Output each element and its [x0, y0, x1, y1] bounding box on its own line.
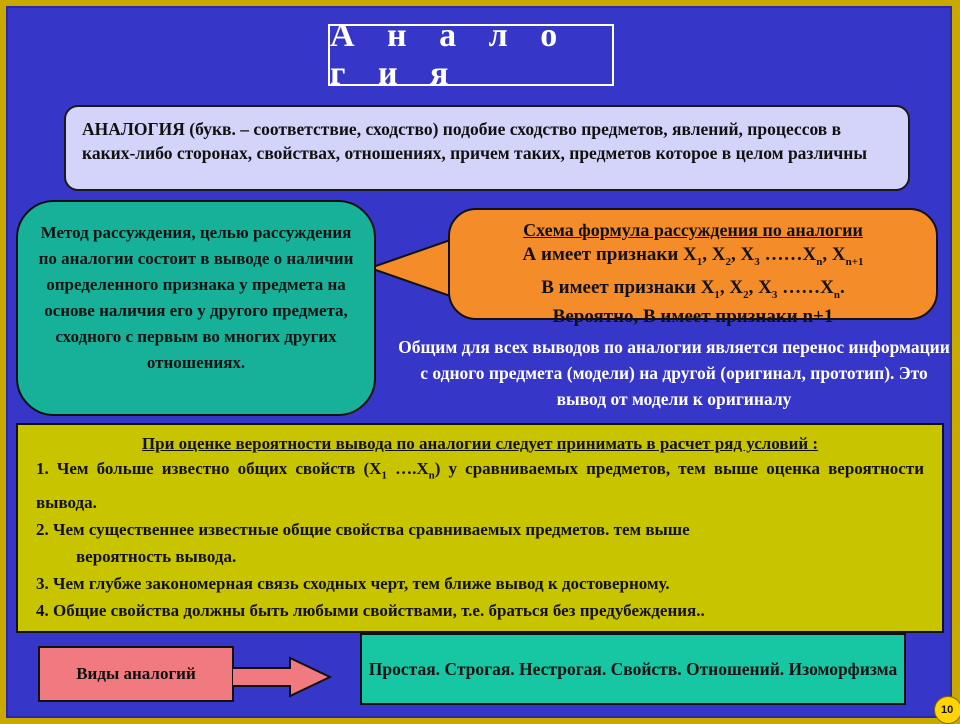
page-number-badge[interactable]: 10 [934, 696, 960, 724]
scheme-line-b: В имеет признаки $Х_1$, $Х_2$, $Х_3$ $\dots\dots Х_n$. [541, 276, 845, 301]
scheme-line-a: А имеет признаки $Х_1$, $Х_2$, $Х_3$ $\dots\dots Х_n$, $Х_{n+1}$ [522, 244, 864, 268]
condition-item-3: 3. Чем глубже закономерная связь сходных черт, тем ближе вывод к достоверному. [36, 574, 670, 594]
right-arrow-icon [232, 656, 332, 698]
definition-box: АНАЛОГИЯ (букв. – соответствие, сходство) подобие сходство предметов, явлений, процессов в каких-либо сторонах, свойствах, отношениях, причем таких, предметов которое в целом различны [64, 105, 910, 191]
condition-item-4: 4. Общие свойства должны быть любыми свойствами, т.е. браться без предубеждения.. [36, 601, 705, 621]
types-label: Виды аналогий [38, 646, 234, 702]
scheme-box [448, 208, 938, 327]
condition-item-1: 1. Чем больше известно общих свойств ($Х_1$ $\dots.Х_n$) у сравниваемых предметов, тем выше оценка вероятности вывода. [36, 459, 924, 513]
page-title: А н а л о г и я [328, 24, 614, 86]
scheme-conclusion: Вероятно, В имеет признаки n+1 [552, 305, 834, 327]
scheme-title: Схема формула рассуждения по аналогии [523, 220, 863, 240]
types-box: Простая. Строгая. Нестрогая. Свойств. Отношений. Изоморфизма [360, 633, 906, 705]
common-principle-text: Общим для всех выводов по аналогии является перенос информации с одного предмета (модели) на другой (оригинал, прототип). Это вывод от модели к оригиналу [398, 337, 950, 409]
conditions-heading: При оценке вероятности вывода по аналогии следует принимать в расчет ряд условий : [141, 434, 819, 453]
condition-item-2: 2. Чем существеннее известные общие свойства сравниваемых предметов. тем выше [36, 520, 690, 540]
condition-item-2-cont: вероятность вывода. [76, 547, 237, 567]
method-box: Метод рассуждения, целью рассуждения по аналогии состоит в выводе о наличии определенного признака у предмета на основе наличия его у другого предмета, сходного с первым во многих других отношениях. [16, 200, 376, 416]
conditions-box [16, 423, 944, 633]
